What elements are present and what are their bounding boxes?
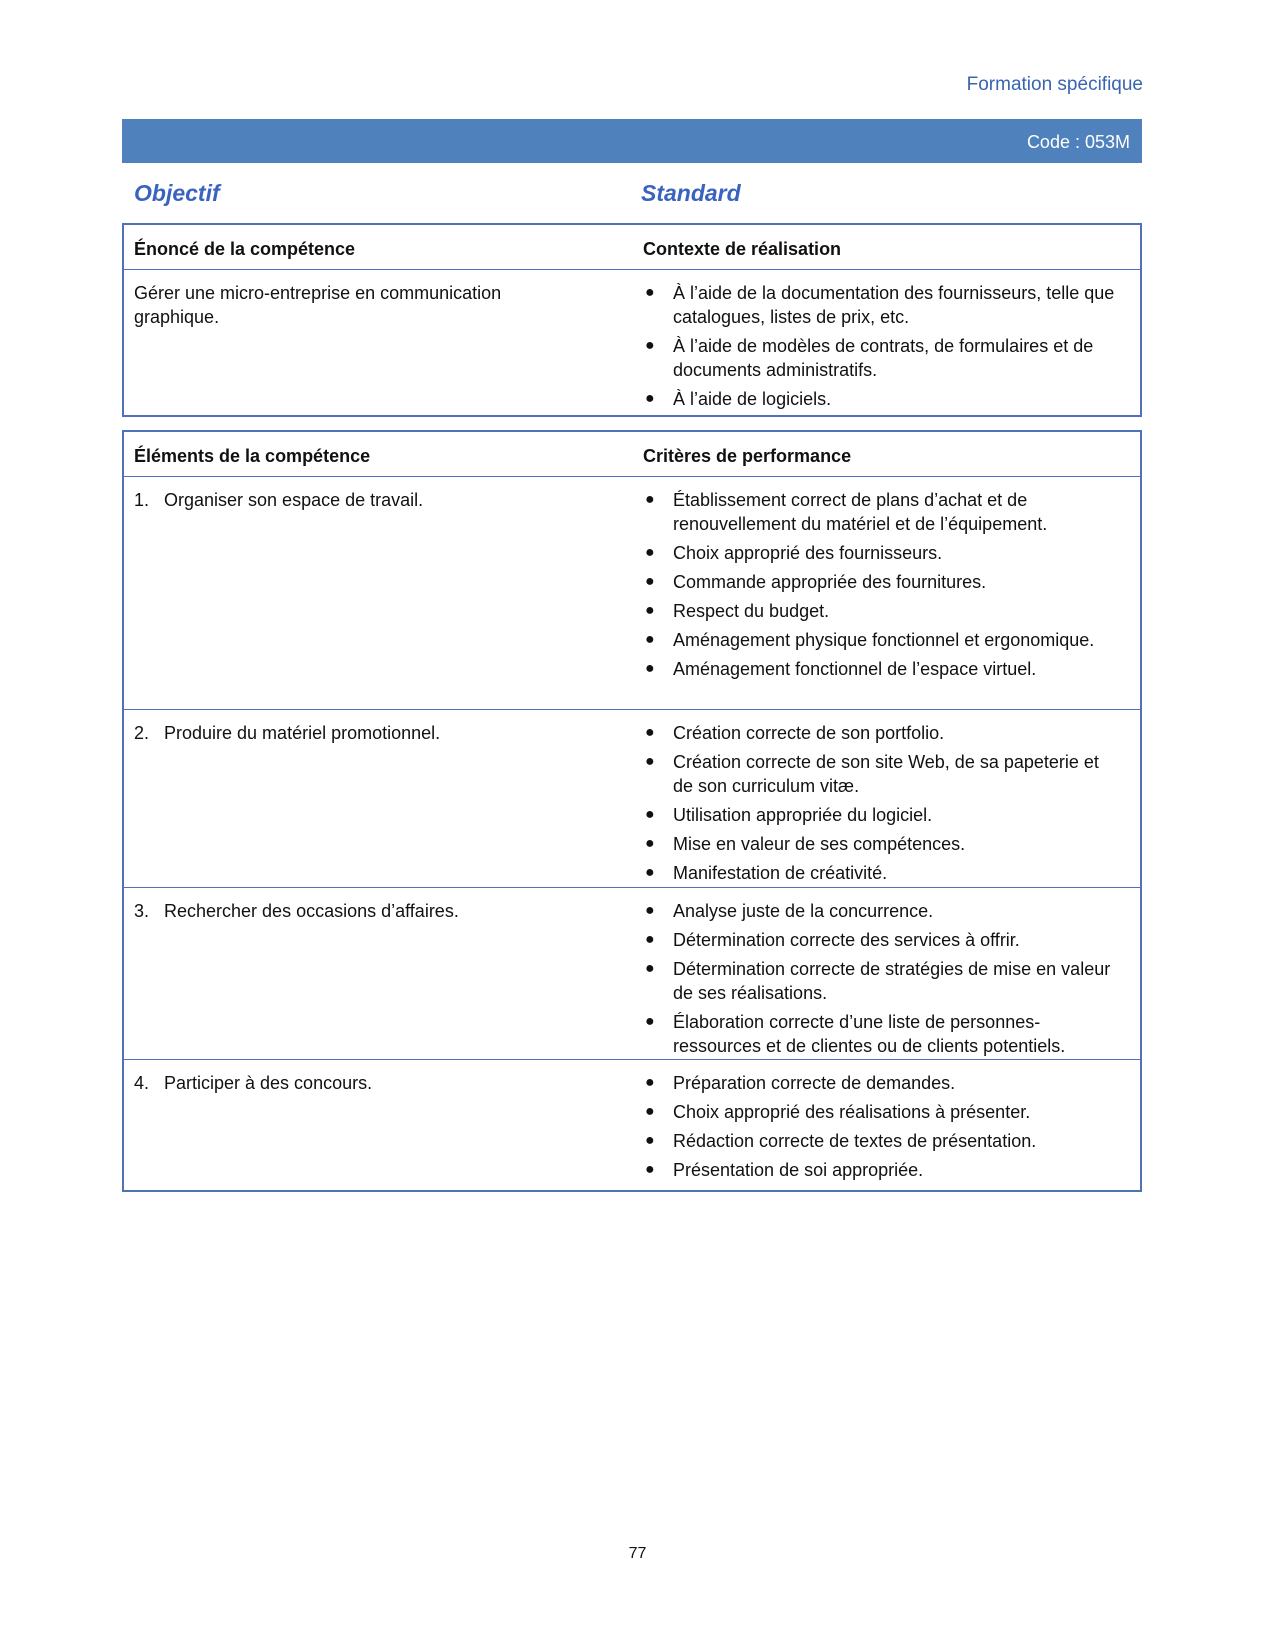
bullet-icon: ● [645, 491, 655, 508]
bullet-icon: ● [645, 753, 655, 770]
list-item: ● Choix approprié des fournisseurs. [645, 543, 943, 563]
criteria-list [643, 488, 1123, 686]
bullet-icon: ● [645, 602, 655, 619]
element-section-1 [124, 476, 1140, 710]
list-item: ● À l’aide de la documentation des fournisseurs, telle que catalogues, listes de prix, etc. [645, 283, 1115, 327]
list-item: ● À l’aide de modèles de contrats, de formulaires et de documents administratifs. [645, 336, 1094, 380]
bullet-icon: ● [645, 544, 655, 561]
objectif-heading: Objectif [134, 180, 220, 206]
page-number: 77 [628, 1545, 647, 1562]
bullet-icon: ● [645, 337, 655, 354]
bullet-icon: ● [645, 1132, 655, 1149]
element-section-4 [124, 1059, 1140, 1188]
list-item: ● Analyse juste de la concurrence. [645, 901, 934, 921]
bullet-icon: ● [645, 631, 655, 648]
list-item: ● Établissement correct de plans d’achat et de renouvellement du matériel et de l’équipement. [645, 490, 1048, 534]
list-item: ● Détermination correcte des services à offrir. [645, 930, 1020, 950]
competence-header-row [124, 225, 1140, 270]
bullet-icon: ● [645, 835, 655, 852]
element-section-2 [124, 709, 1140, 888]
criteria-list [643, 721, 1123, 890]
course-code: Code : 053M [1026, 132, 1130, 152]
element-title: 3. Rechercher des occasions d’affaires. [134, 901, 459, 921]
standard-heading: Standard [641, 180, 741, 206]
list-item: ● Création correcte de son site Web, de sa papeterie et de son curriculum vitæ. [645, 752, 1099, 796]
bullet-icon: ● [645, 864, 655, 881]
element-title: 1. Organiser son espace de travail. [134, 490, 424, 510]
bullet-icon: ● [645, 902, 655, 919]
bullet-icon: ● [645, 573, 655, 590]
bullet-icon: ● [645, 806, 655, 823]
bullet-icon: ● [645, 284, 655, 301]
criteria-list [643, 899, 1123, 1063]
element-title: 2. Produire du matériel promotionnel. [134, 723, 441, 743]
criteria-list [643, 1071, 1123, 1187]
list-item: ● Aménagement physique fonctionnel et ergonomique. [645, 630, 1095, 650]
bullet-icon: ● [645, 390, 655, 407]
list-item: ● Mise en valeur de ses compétences. [645, 834, 966, 854]
bullet-icon: ● [645, 724, 655, 741]
statement-header: Énoncé de la compétence [134, 239, 356, 259]
bullet-icon: ● [645, 1074, 655, 1091]
list-item: ● À l’aide de logiciels. [645, 389, 832, 409]
elements-header: Éléments de la compétence [134, 446, 371, 466]
list-item: ● Choix approprié des réalisations à présenter. [645, 1102, 1031, 1122]
program-label: Formation spécifique [966, 74, 1143, 95]
bullet-icon: ● [645, 931, 655, 948]
list-item: ● Élaboration correcte d’une liste de personnes-ressources et de clientes ou de clients potentiels. [645, 1012, 1066, 1056]
bullet-icon: ● [645, 1103, 655, 1120]
context-list [643, 281, 1123, 416]
list-item: ● Préparation correcte de demandes. [645, 1073, 956, 1093]
bullet-icon: ● [645, 660, 655, 677]
list-item: ● Respect du budget. [645, 601, 830, 621]
bullet-icon: ● [645, 960, 655, 977]
elements-header-row [124, 432, 1140, 477]
list-item: ● Détermination correcte de stratégies de mise en valeur de ses réalisations. [645, 959, 1111, 1003]
list-item: ● Utilisation appropriée du logiciel. [645, 805, 933, 825]
list-item: ● Création correcte de son portfolio. [645, 723, 945, 743]
list-item: ● Aménagement fonctionnel de l’espace virtuel. [645, 659, 1037, 679]
list-item: ● Présentation de soi appropriée. [645, 1160, 924, 1180]
criteria-header: Critères de performance [643, 446, 852, 466]
list-item: ● Rédaction correcte de textes de présentation. [645, 1131, 1037, 1151]
context-header: Contexte de réalisation [643, 239, 842, 259]
code-bar [122, 119, 1142, 163]
competence-table [122, 223, 1142, 417]
bullet-icon: ● [645, 1013, 655, 1030]
list-item: ● Manifestation de créativité. [645, 863, 888, 883]
elements-table [122, 430, 1142, 1192]
element-title: 4. Participer à des concours. [134, 1073, 373, 1093]
bullet-icon: ● [645, 1161, 655, 1178]
element-section-3 [124, 887, 1140, 1060]
competence-statement: Gérer une micro-entreprise en communication graphique. [134, 283, 502, 327]
list-item: ● Commande appropriée des fournitures. [645, 572, 987, 592]
